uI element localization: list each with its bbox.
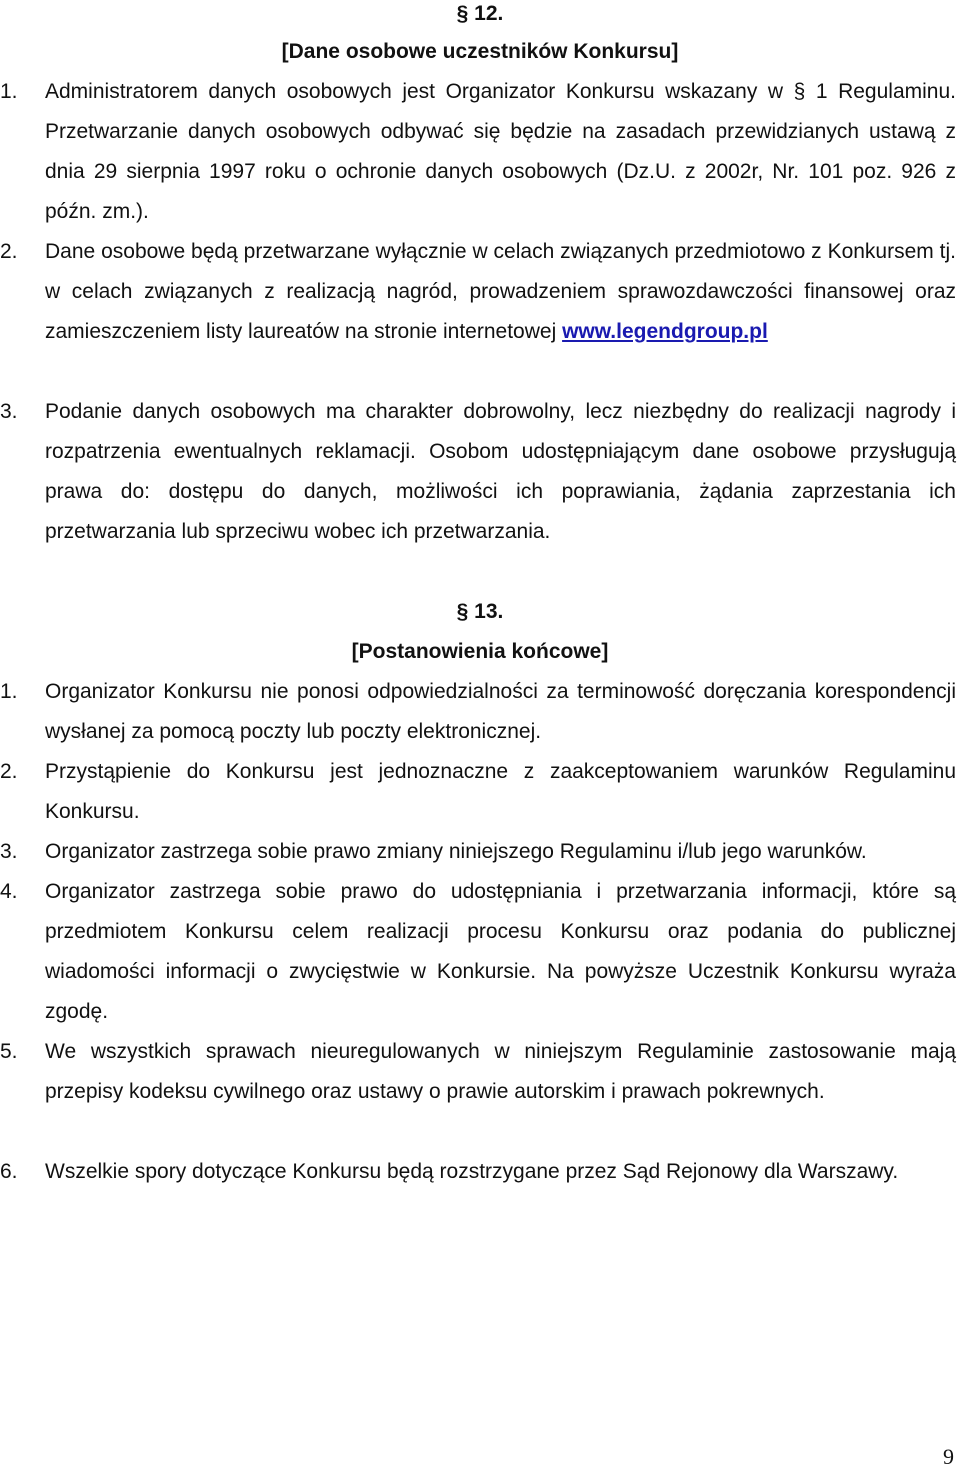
item-text: Administratorem danych osobowych jest Organizator Konkursu wskazany w § 1 Regulaminu. Przetwarzanie danych osobowych odbywać się będzie na zasadach przewidzianych ustawą z dnia 29 sierpnia 1997 roku o ochronie danych osobowych (Dz.U. z 2002r, Nr. 101 poz. 926 z późn. zm.).	[45, 80, 956, 223]
section-13-title: [Postanowienia końcowe]	[351, 640, 609, 663]
item-text: Podanie danych osobowych ma charakter dobrowolny, lecz niezbędny do realizacji nagrody i rozpatrzenia ewentualnych reklamacji. Osobom udostępniającym dane osobowe przysługują prawa do: dostępu do danych, możliwości ich poprawiania, żądania zaprzestania ich przetwarzania lub sprzeciwu wobec ich przetwarzania.	[45, 400, 956, 543]
section-13-number: § 13.	[456, 600, 504, 623]
item-number: 1.	[0, 680, 18, 703]
item-text: Wszelkie spory dotyczące Konkursu będą rozstrzygane przez Sąd Rejonowy dla Warszawy.	[45, 1160, 899, 1183]
item-number: 2.	[0, 240, 18, 263]
item-number: 3.	[0, 840, 18, 863]
item-number: 2.	[0, 760, 18, 783]
page-number: 9	[943, 1444, 954, 1469]
item-number: 4.	[0, 880, 18, 903]
website-link[interactable]: www.legendgroup.pl	[562, 320, 768, 343]
item-number: 5.	[0, 1040, 18, 1063]
item-text: Organizator Konkursu nie ponosi odpowiedzialności za terminowość doręczania korespondencji wysłanej za pomocą poczty lub poczty elektronicznej.	[45, 680, 956, 743]
item-text: Organizator zastrzega sobie prawo zmiany niniejszego Regulaminu i/lub jego warunków.	[45, 840, 867, 863]
item-text: We wszystkich sprawach nieuregulowanych w niniejszym Regulaminie zastosowanie mają przepisy kodeksu cywilnego oraz ustawy o prawie autorskim i prawach pokrewnych.	[45, 1040, 956, 1103]
item-text: Organizator zastrzega sobie prawo do udostępniania i przetwarzania informacji, które są przedmiotem Konkursu celem realizacji procesu Konkursu oraz podania do publicznej wiadomości informacji o zwycięstwie w Konkursie. Na powyższe Uczestnik Konkursu wyraża zgodę.	[45, 880, 956, 1023]
item-number: 6.	[0, 1160, 18, 1183]
item-text: Przystąpienie do Konkursu jest jednoznaczne z zaakceptowaniem warunków Regulaminu Konkursu.	[45, 760, 956, 823]
item-text-body: Dane osobowe będą przetwarzane wyłącznie w celach związanych przedmiotowo z Konkursem tj. w celach związanych z realizacją nagród, prowadzeniem sprawozdawczości finansowej oraz zamieszczeniem listy laureatów na stronie internetowej	[45, 240, 956, 343]
item-text	[45, 232, 956, 352]
item-number: 3.	[0, 400, 18, 423]
section-12-title: [Dane osobowe uczestników Konkursu]	[281, 40, 679, 63]
section-12-number: § 12.	[456, 2, 504, 25]
item-number: 1.	[0, 80, 18, 103]
